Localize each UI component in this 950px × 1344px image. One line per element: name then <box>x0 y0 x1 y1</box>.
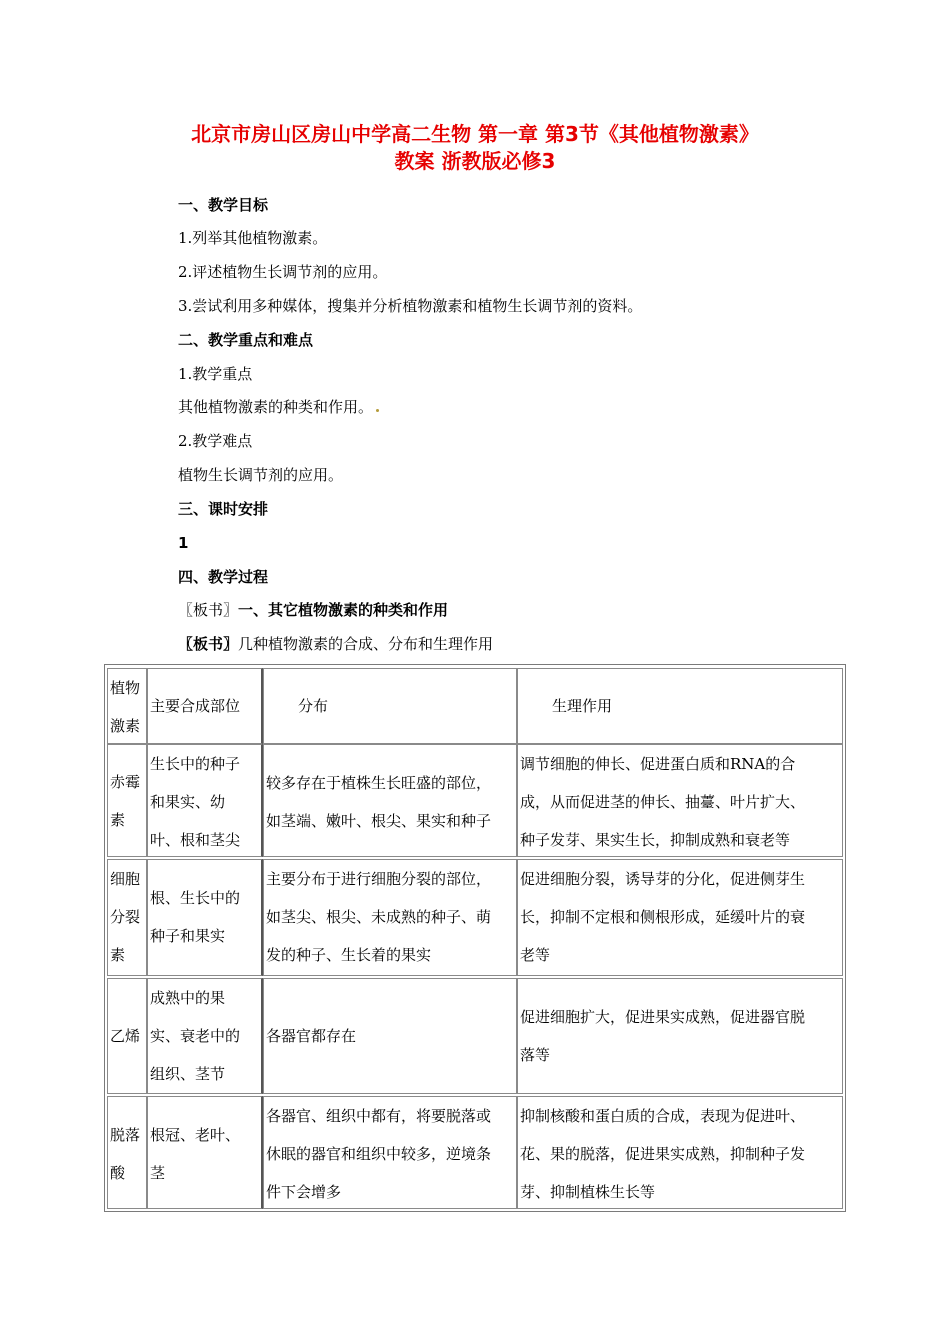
schedule-value: 1 <box>178 534 189 552</box>
cell-line: 促进细胞分裂，诱导芽的分化，促进侧芽生 <box>520 870 806 888</box>
cell-line: 促进细胞扩大，促进果实成熟，促进器官脱 <box>520 1008 806 1026</box>
cell-line: 落等 <box>520 1046 551 1064</box>
header-text: 生理作用 <box>552 697 613 715</box>
table-cell-hormone <box>107 859 147 976</box>
document-title-line1: 北京市房山区房山中学高二生物 第一章 第3节《其他植物激素》 <box>191 122 759 146</box>
cell-line: 主要分布于进行细胞分裂的部位， <box>266 870 492 888</box>
cell-line: 乙烯 <box>110 1027 141 1045</box>
table-cell-function <box>517 978 843 1094</box>
cell-line: 老等 <box>520 946 551 964</box>
cell-line: 分裂 <box>110 908 141 926</box>
difficulty-label: 2.教学难点 <box>178 432 253 450</box>
table-cell-hormone <box>107 978 147 1094</box>
header-text: 分布 <box>298 697 329 715</box>
hormone-table <box>104 664 846 1212</box>
cell-line: 根、生长中的 <box>150 889 241 907</box>
header-cell-function <box>517 668 843 744</box>
table-cell-site <box>147 744 263 857</box>
focus-text: 其他植物激素的种类和作用。 <box>178 398 374 416</box>
table-cell-hormone <box>107 744 147 857</box>
difficulty-text: 植物生长调节剂的应用。 <box>178 466 344 484</box>
cell-line: 和果实、幼 <box>150 793 226 811</box>
cell-line: 如茎端、嫩叶、根尖、果实和种子 <box>266 812 492 830</box>
cell-line: 实、衰老中的 <box>150 1027 241 1045</box>
cell-line: 各器官、组织中都有，将要脱落或 <box>266 1107 492 1125</box>
header-cell-distribution <box>263 668 517 744</box>
section-heading-process: 四、教学过程 <box>178 568 269 586</box>
cell-line: 种子和果实 <box>150 927 226 945</box>
cell-line: 各器官都存在 <box>266 1027 357 1045</box>
cell-line: 组织、茎节 <box>150 1065 226 1083</box>
board-line-2 <box>178 634 493 654</box>
cell-line: 调节细胞的伸长、促进蛋白质和RNA的合 <box>520 755 796 773</box>
cell-line: 如茎尖、根尖、未成熟的种子、萌 <box>266 908 492 926</box>
focus-label: 1.教学重点 <box>178 365 253 383</box>
board-tag: 〖板书〗 <box>178 635 239 653</box>
section-heading-schedule: 三、课时安排 <box>178 500 269 518</box>
cell-line: 素 <box>110 810 126 829</box>
mark-dot <box>376 409 379 412</box>
table-cell-function <box>517 859 843 976</box>
board-line-1 <box>178 600 448 620</box>
cell-line: 发的种子、生长着的果实 <box>266 946 432 964</box>
focus-text-line <box>178 397 379 417</box>
table-cell-site <box>147 1096 263 1209</box>
objective-item-1: 1.列举其他植物激素。 <box>178 229 328 247</box>
board-text: 几种植物激素的合成、分布和生理作用 <box>238 635 494 653</box>
cell-line: 长，抑制不定根和侧根形成，延缓叶片的衰 <box>520 908 806 926</box>
table-cell-distribution <box>263 744 517 857</box>
cell-line: 赤霉 <box>110 772 141 791</box>
table-cell-distribution <box>263 978 517 1094</box>
cell-line: 成，从而促进茎的伸长、抽薹、叶片扩大、 <box>520 793 806 811</box>
section-heading-objectives: 一、教学目标 <box>178 196 269 214</box>
header-text: 植物激素 <box>110 679 141 735</box>
table-cell-function <box>517 1096 843 1209</box>
cell-line: 生长中的种子 <box>150 755 241 773</box>
table-cell-site <box>147 859 263 976</box>
section-heading-key-points: 二、教学重点和难点 <box>178 331 314 349</box>
cell-line: 抑制核酸和蛋白质的合成，表现为促进叶、 <box>520 1107 806 1125</box>
cell-line: 较多存在于植株生长旺盛的部位， <box>266 774 492 792</box>
cell-line: 茎 <box>150 1164 166 1182</box>
header-text: 主要合成部位 <box>150 697 241 715</box>
cell-line: 休眠的器官和组织中较多，逆境条 <box>266 1145 492 1163</box>
cell-line: 种子发芽、果实生长，抑制成熟和衰老等 <box>520 831 791 849</box>
table-cell-function <box>517 744 843 857</box>
cell-line: 素 <box>110 946 126 964</box>
table-cell-hormone <box>107 1096 147 1209</box>
table-cell-distribution <box>263 859 517 976</box>
cell-line: 成熟中的果 <box>150 989 226 1007</box>
document-title-line2: 教案 浙教版必修3 <box>394 149 556 173</box>
header-cell-hormone <box>107 668 147 744</box>
objective-item-2: 2.评述植物生长调节剂的应用。 <box>178 263 388 281</box>
cell-line: 酸 <box>110 1164 126 1182</box>
table-cell-distribution <box>263 1096 517 1209</box>
cell-text <box>110 763 140 839</box>
cell-line: 件下会增多 <box>266 1183 342 1201</box>
cell-line: 脱落 <box>110 1126 141 1144</box>
header-cell-site <box>147 668 263 744</box>
cell-line: 芽、抑制植株生长等 <box>520 1183 656 1201</box>
board-text: 一、其它植物激素的种类和作用 <box>238 601 449 619</box>
cell-line: 根冠、老叶、 <box>150 1126 241 1144</box>
table-cell-site <box>147 978 263 1094</box>
cell-line: 叶、根和茎尖 <box>150 831 241 849</box>
objective-item-3: 3.尝试利用多种媒体，搜集并分析植物激素和植物生长调节剂的资料。 <box>178 297 643 315</box>
board-tag: 〖板书〗 <box>178 601 239 619</box>
cell-line: 花、果的脱落，促进果实成熟，抑制种子发 <box>520 1145 806 1163</box>
cell-line: 细胞 <box>110 870 141 888</box>
